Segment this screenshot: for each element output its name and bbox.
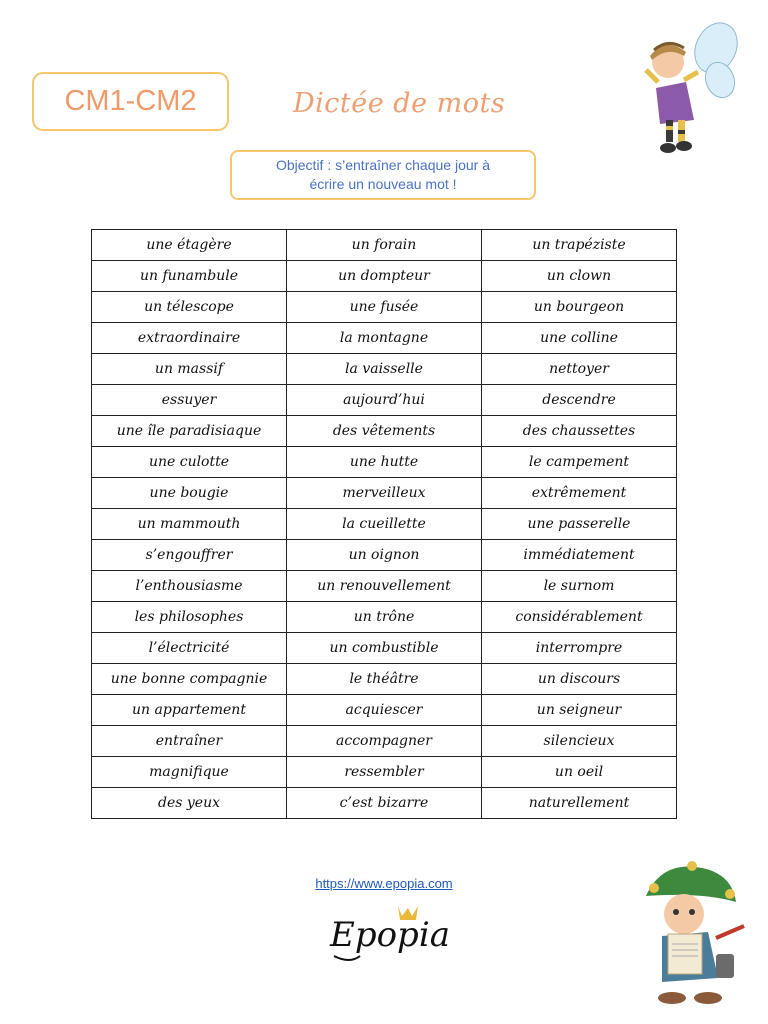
logo-text: Epopia [330,915,450,955]
word-cell: un discours [482,664,677,695]
word-cell: un oeil [482,757,677,788]
word-cell: une bonne compagnie [92,664,287,695]
level-badge [32,72,229,131]
word-cell: un funambule [92,261,287,292]
table-row [92,478,677,509]
word-cell: essuyer [92,385,287,416]
word-table [91,229,677,819]
word-cell: une île paradisiaque [92,416,287,447]
word-cell: immédiatement [482,540,677,571]
word-cell: des vêtements [287,416,482,447]
word-cell: le surnom [482,571,677,602]
table-row [92,633,677,664]
word-cell: ressembler [287,757,482,788]
word-cell: les philosophes [92,602,287,633]
word-cell: un oignon [287,540,482,571]
word-cell: une colline [482,323,677,354]
word-cell: entraîner [92,726,287,757]
table-row [92,695,677,726]
word-cell: une culotte [92,447,287,478]
word-cell: une bougie [92,478,287,509]
table-row [92,323,677,354]
word-cell: acquiescer [287,695,482,726]
table-row [92,385,677,416]
objective-line-1: Objectif : s’entraîner chaque jour à [275,157,490,173]
table-row [92,757,677,788]
word-cell: interrompre [482,633,677,664]
word-cell: un télescope [92,292,287,323]
word-cell: l’électricité [92,633,287,664]
word-cell: la montagne [287,323,482,354]
word-cell: un forain [287,230,482,261]
word-cell: un clown [482,261,677,292]
word-cell: silencieux [482,726,677,757]
word-cell: un bourgeon [482,292,677,323]
epopia-logo-icon [320,898,450,978]
objective-line-2: écrire un nouveau mot ! [309,176,457,192]
page-title: Dictée de mots [293,88,506,119]
word-cell: un massif [92,354,287,385]
word-cell: la vaisselle [287,354,482,385]
table-row [92,354,677,385]
word-cell: des chaussettes [482,416,677,447]
table-row [92,571,677,602]
table-row [92,292,677,323]
word-cell: une passerelle [482,509,677,540]
word-cell: un dompteur [287,261,482,292]
word-cell: naturellement [482,788,677,819]
word-cell: une étagère [92,230,287,261]
word-cell: des yeux [92,788,287,819]
word-cell: nettoyer [482,354,677,385]
table-row [92,509,677,540]
table-row [92,230,677,261]
word-cell: une hutte [287,447,482,478]
reading-kid-character-icon [632,858,750,1008]
word-cell: le campement [482,447,677,478]
word-cell: c’est bizarre [287,788,482,819]
word-cell: un trapéziste [482,230,677,261]
table-row [92,664,677,695]
word-cell: s’engouffrer [92,540,287,571]
word-cell: magnifique [92,757,287,788]
level-label: CM1-CM2 [64,85,197,117]
word-cell: un renouvellement [287,571,482,602]
table-row [92,416,677,447]
website-link[interactable]: https://www.epopia.com [315,876,453,891]
objective-box [230,150,536,200]
table-row [92,726,677,757]
word-cell: descendre [482,385,677,416]
word-cell: extrêmement [482,478,677,509]
word-cell: un trône [287,602,482,633]
table-row [92,788,677,819]
table-row [92,602,677,633]
word-cell: un combustible [287,633,482,664]
table-row [92,540,677,571]
word-cell: un seigneur [482,695,677,726]
table-row [92,261,677,292]
table-row [92,447,677,478]
word-cell: l’enthousiasme [92,571,287,602]
word-cell: merveilleux [287,478,482,509]
word-cell: considérablement [482,602,677,633]
word-cell: une fusée [287,292,482,323]
word-cell: accompagner [287,726,482,757]
word-cell: un mammouth [92,509,287,540]
fairy-character-icon [626,20,738,160]
word-cell: extraordinaire [92,323,287,354]
word-cell: le théâtre [287,664,482,695]
word-cell: aujourd’hui [287,385,482,416]
word-cell: la cueillette [287,509,482,540]
word-cell: un appartement [92,695,287,726]
